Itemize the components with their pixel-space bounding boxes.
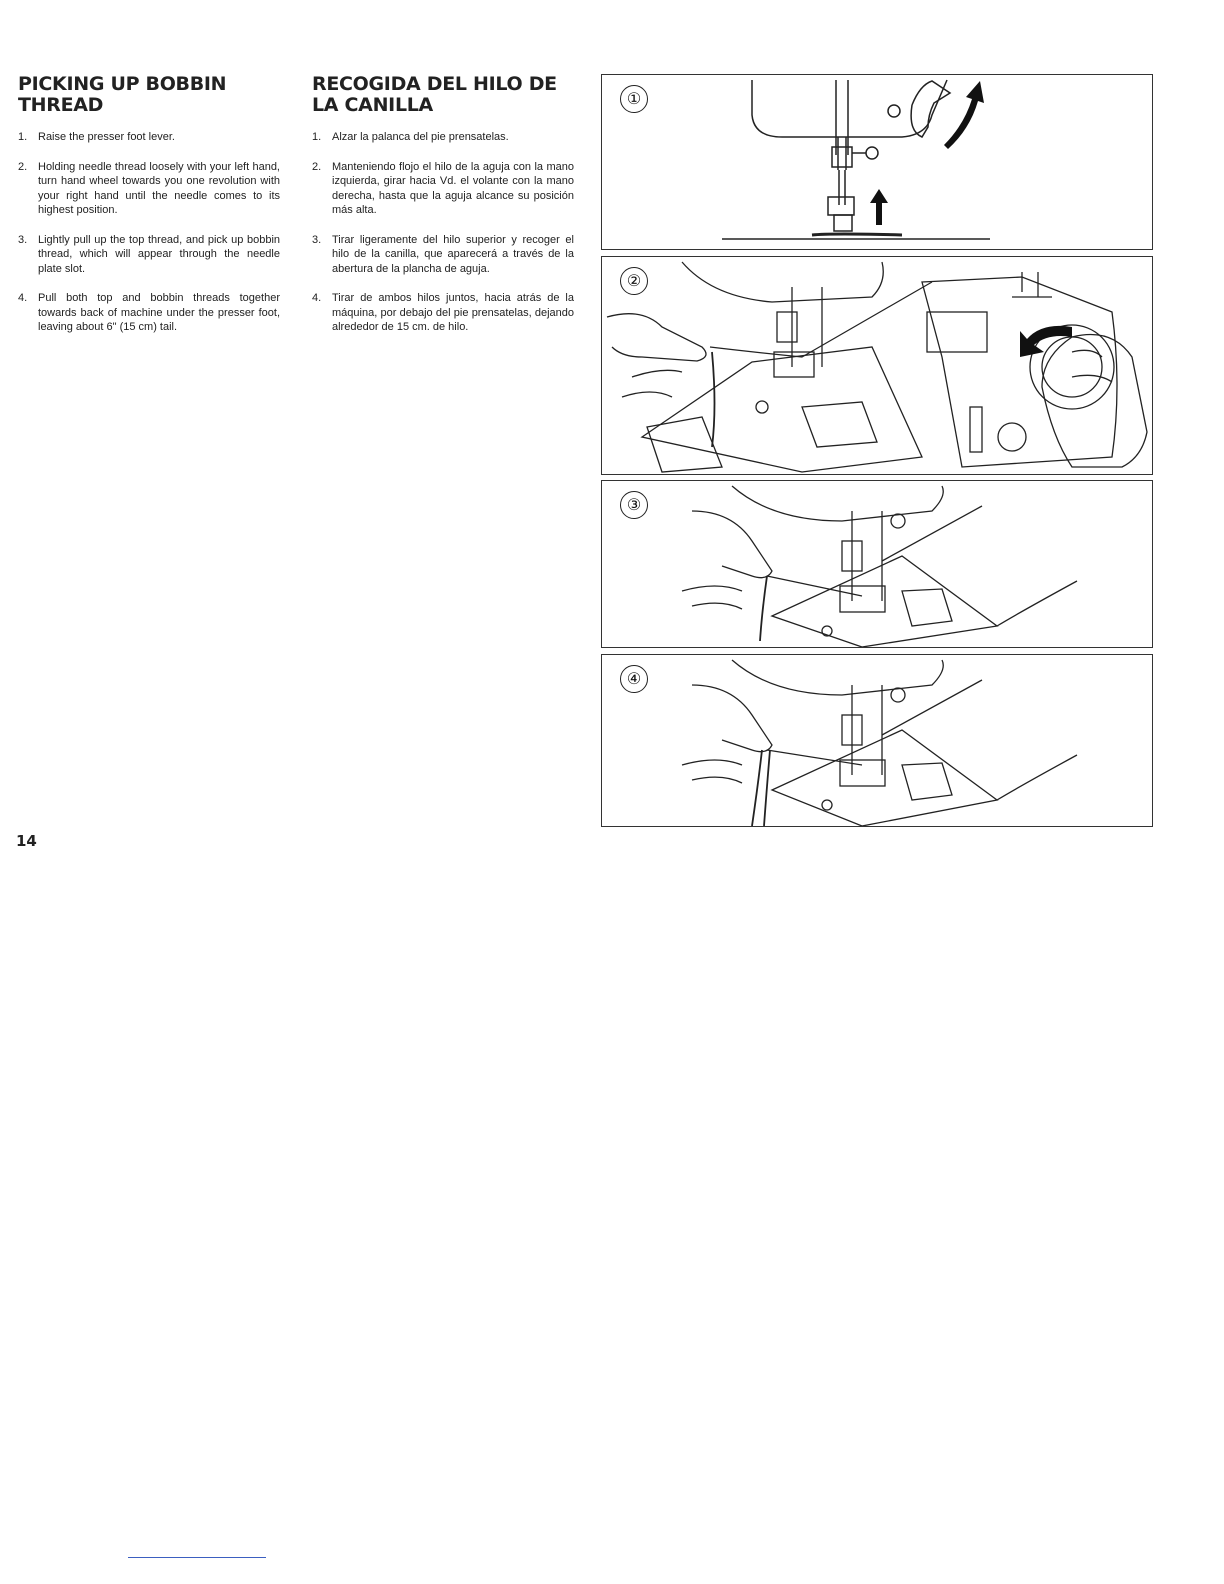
step-number: 2. [18,160,28,173]
step-text: Tirar de ambos hilos juntos, hacia atrás de la máquina, por debajo del pie prensatelas, dejando alrededor de 15 cm. de hilo. [332,292,574,333]
step-number: 4. [312,292,322,304]
pull-both-threads-illustration [602,655,1152,826]
spanish-title: RECOGIDA DEL HILO DE LA CANILLA [312,73,557,116]
figure-step-1 [601,74,1153,250]
step-number: 1. [312,131,322,143]
english-title: PICKING UP BOBBIN THREAD [18,73,227,116]
step-number: 1. [18,131,28,143]
list-item [312,160,574,218]
list-item [18,130,280,145]
english-column [18,74,280,350]
footer-rule [128,1557,266,1558]
step-number-badge: ③ [620,491,648,519]
step-number-badge: ② [620,267,648,295]
presser-foot-lever-illustration [602,75,1152,249]
step-number-badge: ① [620,85,648,113]
step-number-badge: ④ [620,665,648,693]
spanish-steps [312,130,574,335]
spanish-column [312,74,574,350]
list-item [18,160,280,218]
step-text: Pull both top and bobbin threads together towards back of machine under the presser foot, leaving about 6" (15 cm) tail. [38,292,280,333]
step-number: 4. [18,292,28,304]
list-item [18,291,280,335]
list-item [312,291,574,335]
step-text: Alzar la palanca del pie prensatelas. [332,131,509,143]
step-text: Tirar ligeramente del hilo superior y recoger el hilo de la canilla, que aparecerá a través de la abertura de la plancha de aguja. [332,233,574,275]
step-text: Lightly pull up the top thread, and pick up bobbin thread, which will appear through the needle plate slot. [38,233,280,275]
step-number: 3. [312,233,322,246]
step-number: 2. [312,160,322,173]
list-item [18,233,280,277]
step-text: Holding needle thread loosely with your left hand, turn hand wheel towards you one revolution with your right hand until the needle comes to its highest position. [38,160,280,216]
hand-wheel-illustration [602,257,1152,474]
step-text: Manteniendo flojo el hilo de la aguja con la mano izquierda, girar hacia Vd. el volante con la mano derecha, hasta que la aguja alcance su posición más alta. [332,160,574,216]
pull-top-thread-illustration [602,481,1152,647]
page-number: 14 [16,832,37,850]
step-number: 3. [18,233,28,246]
figure-step-2 [601,256,1153,475]
english-steps [18,130,280,335]
step-text: Raise the presser foot lever. [38,131,175,143]
figure-step-4 [601,654,1153,827]
list-item [312,130,574,145]
list-item [312,233,574,277]
figure-step-3 [601,480,1153,648]
